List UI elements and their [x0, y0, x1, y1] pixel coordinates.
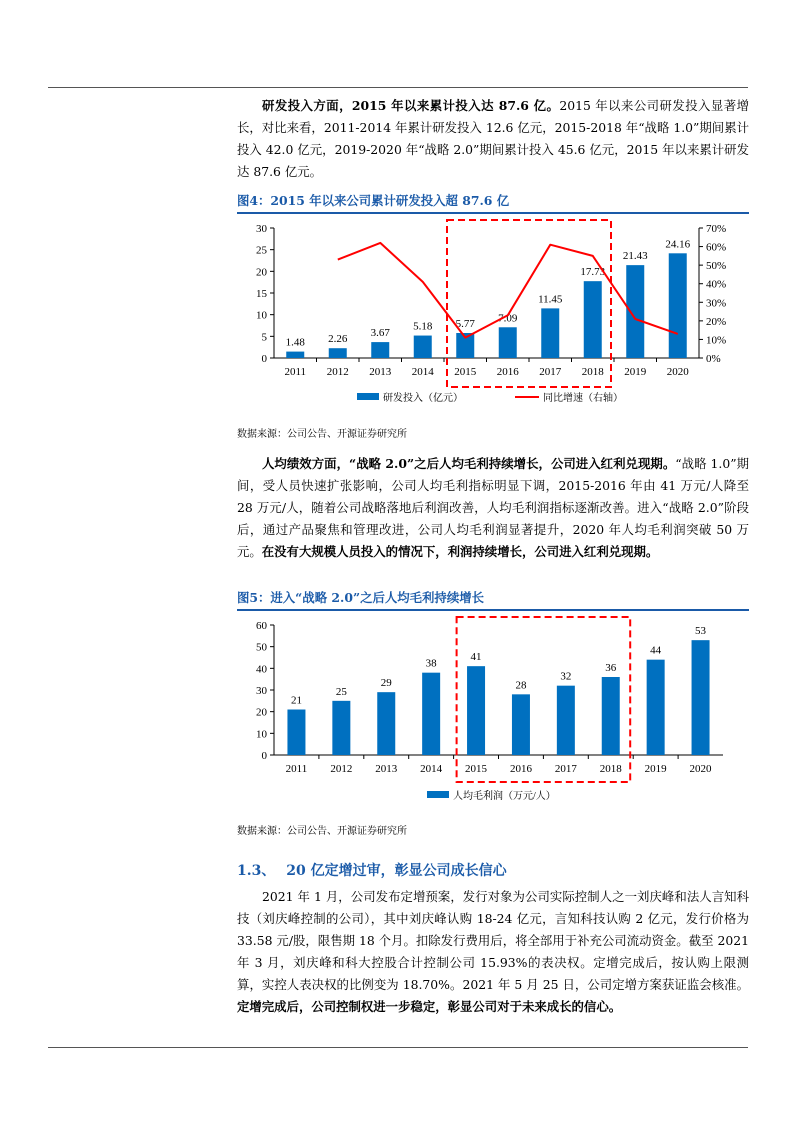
bar-data-label: 36 [605, 662, 617, 674]
bar [541, 308, 559, 358]
y-tick-label: 10 [256, 309, 267, 322]
y2-tick-label: 60% [706, 241, 727, 254]
y-tick-label: 30 [256, 223, 267, 235]
paragraph-body: 2021 年 1 月，公司发布定增预案，发行对象为公司实际控制人之一刘庆峰和法人言知科技（刘庆峰控制的公司），其中刘庆峰认购 18-24 亿元，言知科技认购 2 亿元，发行价格为 33.58 元/股，限售期 18 个月。扣除发行费用后，将全部用于补充公司流动资金。截至 2021 年 3 月，刘庆峰和科大控股合计控制公司 15.93%的表决权。定增完成后，按认购上限测算，实控人表决权的比例变为 18.70%。2021 年 5 月 25 日，公司定增方案获证监会核准。 [237, 889, 749, 992]
bar-data-label: 25 [335, 685, 347, 698]
y2-tick-label: 50% [706, 260, 727, 273]
bar-data-label: 41 [470, 651, 482, 664]
x-tick-label: 2014 [420, 763, 443, 775]
paragraph-rd-investment [237, 95, 749, 183]
bar [584, 281, 602, 358]
y-tick-label: 0 [261, 353, 267, 365]
figure-4-title: 图4：2015 年以来公司累计研发投入超 87.6 亿 [237, 193, 510, 208]
x-tick-label: 2011 [285, 763, 308, 775]
figure-4-title-rule [237, 212, 749, 214]
x-tick-label: 2016 [509, 763, 532, 775]
y2-tick-label: 0% [706, 353, 721, 365]
bar-data-label: 44 [650, 644, 662, 657]
x-tick-label: 2015 [454, 366, 477, 378]
gross-profit-per-capita-chart [237, 612, 749, 812]
legend-line-label: 同比增速（右轴） [543, 393, 623, 404]
y2-tick-label: 70% [706, 223, 727, 235]
bar [371, 342, 389, 358]
figure-5-title: 图5：进入“战略 2.0”之后人均毛利持续增长 [237, 590, 484, 605]
bar-data-label: 5.18 [413, 320, 433, 333]
x-tick-label: 2019 [624, 366, 647, 378]
bar [557, 686, 575, 755]
figure-5-title-rule [237, 609, 749, 611]
legend-bar-swatch [427, 791, 449, 798]
x-tick-label: 2015 [465, 763, 488, 775]
bar [499, 327, 517, 358]
x-tick-label: 2012 [326, 366, 349, 378]
bar-data-label: 21 [290, 694, 302, 707]
y-tick-label: 25 [256, 244, 267, 257]
bar [669, 253, 687, 358]
bar [329, 348, 347, 358]
paragraph-body: “战略 1.0”期间，受人员快速扩张影响，公司人均毛利指标明显下调，2015-2016 年由 41 万元/人降至 28 万元/人，随着公司战略落地后利润改善，人均毛利润指标逐渐改善。进入“战略 2.0”阶段后，通过产品聚焦和管理改进，公司人均毛利润显著提升，2020 年人均毛利润突破 50 万元。 [237, 456, 749, 559]
x-tick-label: 2020 [666, 366, 689, 378]
bar [414, 336, 432, 358]
bar-data-label: 28 [515, 679, 527, 692]
y-tick-label: 50 [256, 641, 267, 654]
section-number: 1.3、 [237, 863, 276, 879]
paragraph-conclusion: 在没有大规模人员投入的情况下，利润持续增长，公司进入红利兑现期。 [261, 544, 659, 559]
x-tick-label: 2011 [284, 366, 307, 378]
x-tick-label: 2018 [581, 366, 604, 378]
legend-bar-label: 研发投入（亿元） [383, 393, 463, 404]
y-tick-label: 40 [256, 663, 267, 676]
x-tick-label: 2014 [411, 366, 434, 378]
x-tick-label: 2016 [496, 366, 519, 378]
y-tick-label: 10 [256, 728, 267, 741]
bar-data-label: 2.26 [328, 333, 348, 346]
rd-investment-chart [237, 215, 749, 415]
bar [692, 640, 710, 755]
bar-data-label: 17.73 [580, 266, 606, 279]
y2-tick-label: 20% [706, 315, 727, 328]
y-tick-label: 30 [256, 685, 267, 697]
bar [602, 677, 620, 755]
section-heading [237, 860, 507, 880]
y-tick-label: 5 [261, 331, 267, 344]
x-tick-label: 2013 [369, 366, 392, 378]
bar-data-label: 7.09 [498, 312, 518, 325]
y2-tick-label: 40% [706, 278, 727, 291]
paragraph-per-capita [237, 453, 749, 563]
y-tick-label: 20 [256, 706, 267, 719]
bar [626, 265, 644, 358]
bar [332, 701, 350, 755]
y-tick-label: 0 [261, 750, 267, 762]
bar [287, 710, 305, 756]
figure-4-source: 数据来源：公司公告、开源证券研究所 [237, 429, 407, 440]
bar [647, 660, 665, 755]
x-tick-label: 2013 [375, 763, 398, 775]
paragraph-private-placement [237, 886, 749, 1018]
x-tick-label: 2012 [330, 763, 353, 775]
y-tick-label: 15 [256, 288, 267, 300]
y2-tick-label: 30% [706, 297, 727, 310]
y-tick-label: 60 [256, 620, 267, 632]
x-tick-label: 2017 [539, 366, 562, 378]
bar-data-label: 24.16 [665, 238, 691, 251]
legend-bar-label: 人均毛利润（万元/人） [453, 791, 556, 802]
paragraph-conclusion: 定增完成后，公司控制权进一步稳定，彰显公司对于未来成长的信心。 [237, 999, 622, 1014]
section-title: 20 亿定增过审，彰显公司成长信心 [286, 863, 507, 879]
bar-data-label: 32 [560, 670, 572, 683]
bar [467, 666, 485, 755]
footer-rule [48, 1047, 748, 1048]
bar-data-label: 3.67 [370, 327, 390, 340]
bar [377, 692, 395, 755]
x-tick-label: 2018 [599, 763, 622, 775]
x-tick-label: 2020 [689, 763, 712, 775]
header-rule [48, 87, 748, 88]
bar-data-label: 29 [380, 677, 392, 690]
legend-bar-swatch [357, 393, 379, 400]
bar-data-label: 53 [695, 625, 707, 638]
y-tick-label: 20 [256, 266, 267, 279]
bar-data-label: 5.77 [455, 317, 475, 330]
bar-data-label: 1.48 [285, 336, 305, 349]
paragraph-lead: 研发投入方面，2015 年以来累计投入达 87.6 亿。 [262, 98, 560, 113]
bar-data-label: 38 [425, 657, 437, 670]
bar [422, 673, 440, 755]
bar [286, 352, 304, 358]
x-tick-label: 2019 [644, 763, 667, 775]
paragraph-body: 2015 年以来公司研发投入显著增长，对比来看，2011-2014 年累计研发投入 12.6 亿元，2015-2018 年“战略 1.0”期间累计投入 42.0 亿元，2019-2020 年“战略 2.0”期间累计投入 45.6 亿元，2015 年以来累计研发达 87.6 亿元。 [237, 98, 749, 179]
bar-data-label: 21.43 [622, 250, 648, 263]
paragraph-lead: 人均绩效方面，“战略 2.0”之后人均毛利持续增长，公司进入红利兑现期。 [262, 456, 676, 471]
bar [512, 694, 530, 755]
y2-tick-label: 10% [706, 334, 727, 347]
x-tick-label: 2017 [554, 763, 577, 775]
figure-5-source: 数据来源：公司公告、开源证券研究所 [237, 826, 407, 837]
bar-data-label: 11.45 [538, 293, 563, 306]
